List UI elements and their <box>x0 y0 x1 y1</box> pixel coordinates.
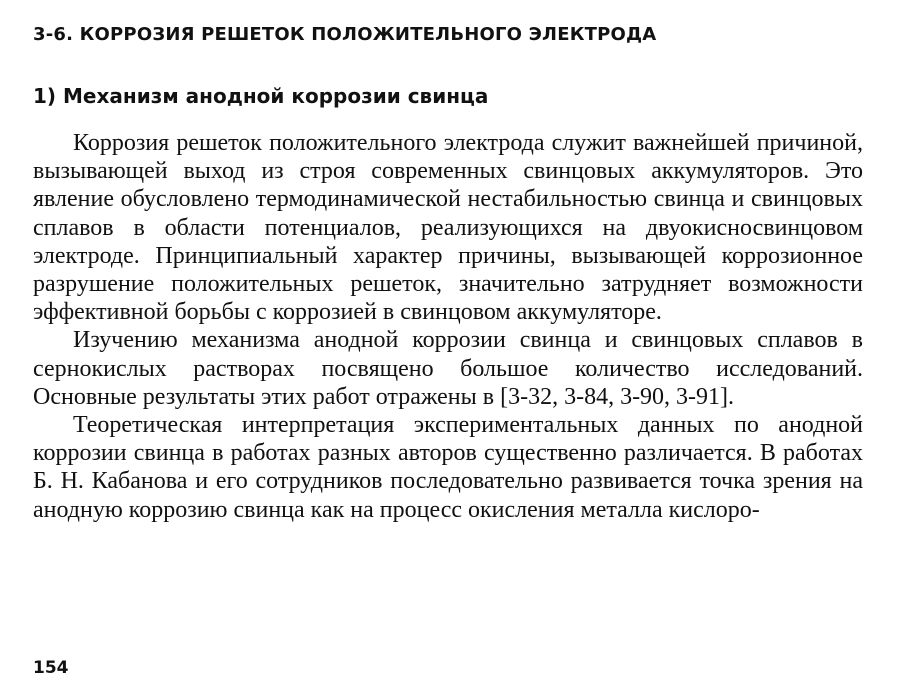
page-number: 154 <box>33 658 69 678</box>
section-heading: 3-6. КОРРОЗИЯ РЕШЕТОК ПОЛОЖИТЕЛЬНОГО ЭЛЕКТРОДА <box>33 24 657 45</box>
body-text <box>33 129 863 524</box>
subsection-heading: 1) Механизм анодной коррозии свинца <box>33 84 489 108</box>
paragraph-1: Коррозия решеток положительного электрода служит важнейшей причиной, вызывающей выход из строя современных свинцовых аккумуляторов. Это явление обусловлено термодинамической нестабильностью свинца и свинцовых сплавов в области потенциалов, реализующихся на двуокисносвинцовом электроде. Принципиальный характер причины, вызывающей коррозионное разрушение положительных решеток, значительно затрудняет возможности эффективной борьбы с коррозией в свинцовом аккумуляторе. <box>33 130 863 326</box>
paragraph-3: Теоретическая интерпретация экспериментальных данных по анодной коррозии свинца в работах разных авторов существенно различается. В работах Б. Н. Кабанова и его сотрудников последовательно развивается точка зрения на анодную коррозию свинца как на процесс окисления металла кислоро- <box>33 412 863 523</box>
paragraph-2: Изучению механизма анодной коррозии свинца и свинцовых сплавов в сернокислых растворах посвящено большое количество исследований. Основные результаты этих работ отражены в [3-32, 3-84, 3-90, 3-91]. <box>33 327 863 410</box>
